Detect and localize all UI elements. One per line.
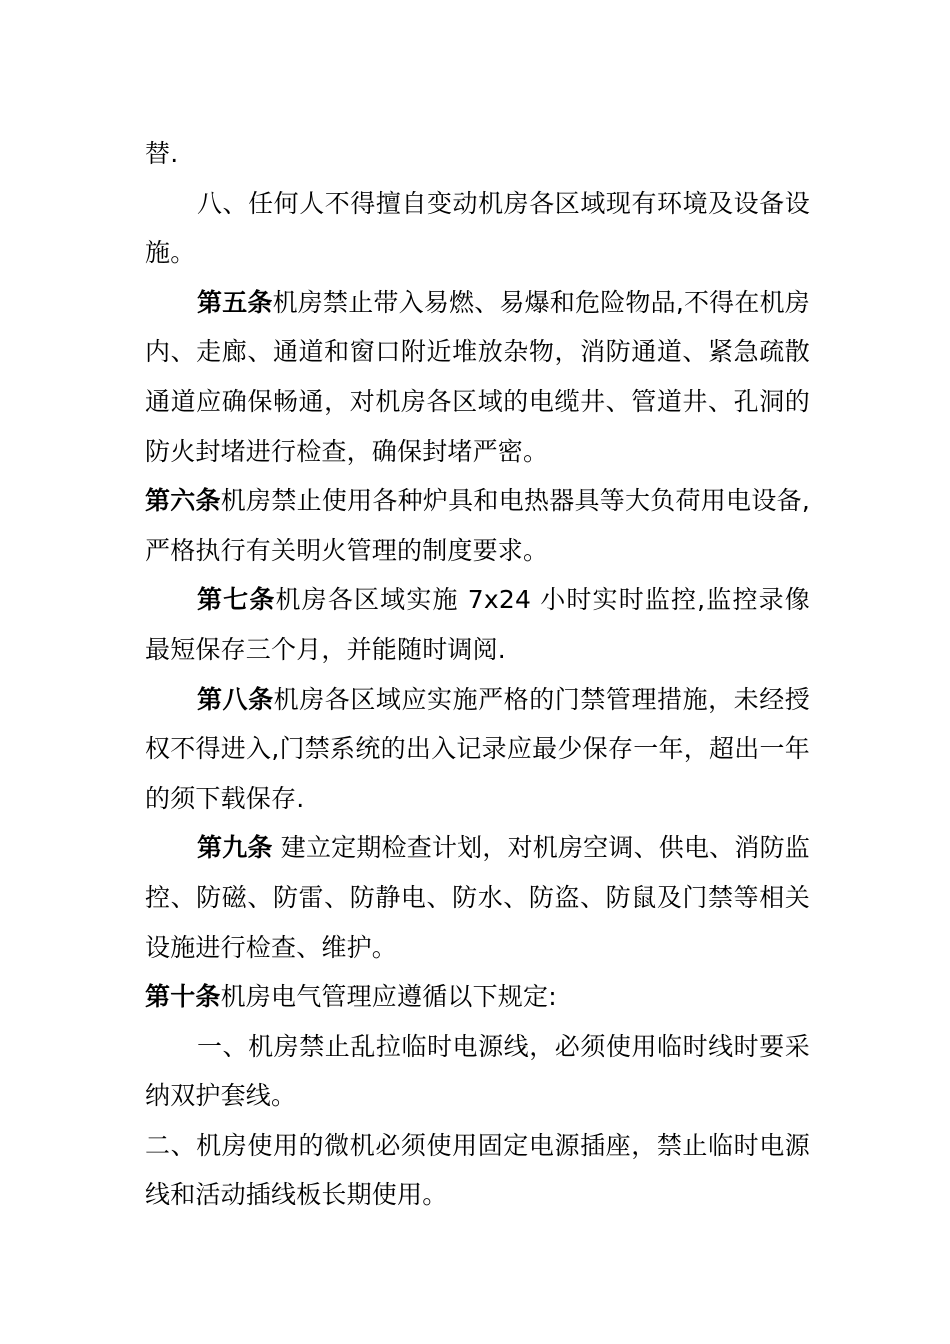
paragraph-text: 替. [145,139,179,168]
article-9 [145,823,810,972]
article-heading: 第六条 [145,486,221,516]
article-text: 机房各区域应实施严格的门禁管理措施，未经授权不得进入,门禁系统的出入记录应最少保存一年，超出一年的须下载保存. [145,684,810,813]
paragraph-item-1 [145,1022,810,1121]
article-heading: 第十条 [145,982,221,1012]
article-5 [145,278,810,476]
paragraph-item-8 [145,179,810,278]
article-heading: 第五条 [197,287,273,317]
article-text: 机房禁止使用各种炉具和电热器具等大负荷用电设备,严格执行有关明火管理的制度要求。 [145,486,810,565]
article-heading: 第八条 [197,684,274,714]
article-8 [145,675,810,824]
article-text: 建立定期检查计划，对机房空调、供电、消防监控、防磁、防雷、防静电、防水、防盗、防鼠及门禁等相关设施进行检查、维护。 [145,833,810,962]
article-text: 机房电气管理应遵循以下规定: [220,982,557,1012]
paragraph-text: 一、机房禁止乱拉临时电源线，必须使用临时线时要采纳双护套线。 [145,1031,810,1111]
article-text: 机房禁止带入易燃、易爆和危险物品,不得在机房内、走廊、通道和窗口附近堆放杂物，消防通道、紧急疏散通道应确保畅通，对机房各区域的电缆井、管道井、孔洞的防火封堵进行检查，确保封堵严密。 [145,287,810,466]
document-body [145,129,810,1220]
article-text: 机房各区域实施 7x24 小时实时监控,监控录像最短保存三个月，并能随时调阅. [145,585,810,664]
article-heading: 第九条 [197,833,273,863]
article-7 [145,575,810,674]
paragraph-item-2 [145,1121,810,1220]
article-10 [145,972,810,1022]
article-heading: 第七条 [197,585,276,615]
paragraph-continuation [145,129,810,179]
paragraph-text: 二、机房使用的微机必须使用固定电源插座，禁止临时电源线和活动插线板长期使用。 [145,1130,810,1210]
paragraph-text: 八、任何人不得擅自变动机房各区域现有环境及设备设施。 [145,188,810,268]
article-6 [145,476,810,575]
